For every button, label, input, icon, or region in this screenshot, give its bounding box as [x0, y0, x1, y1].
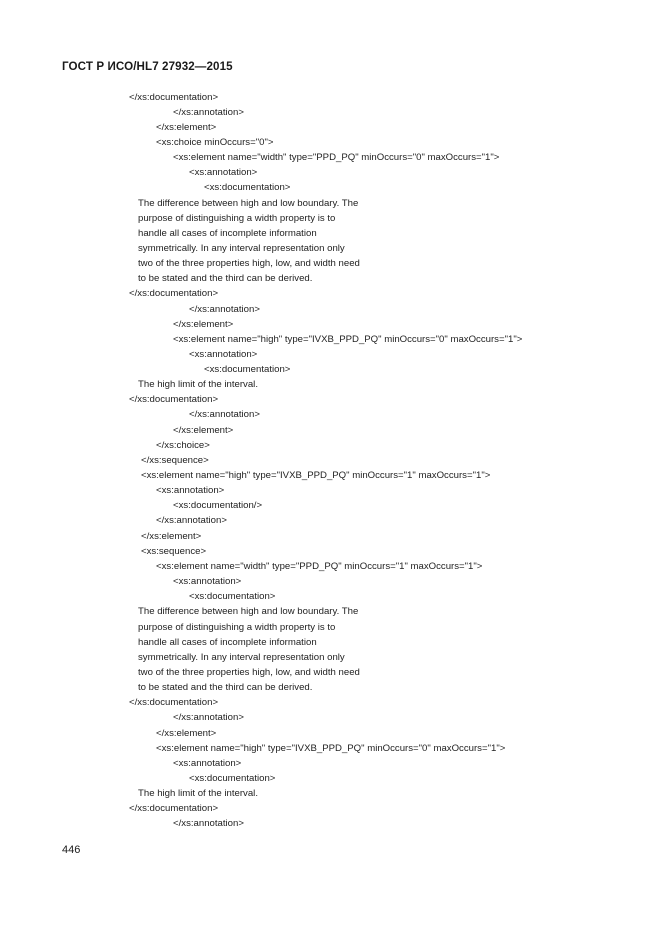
code-line: </xs:documentation>	[129, 288, 219, 299]
code-line: symmetrically. In any interval representation only	[138, 243, 345, 254]
code-line: two of the three properties high, low, and width need	[138, 667, 360, 678]
code-line: handle all cases of incomplete information	[138, 228, 317, 239]
code-line: to be stated and the third can be derived.	[138, 682, 313, 693]
code-line: </xs:element>	[141, 531, 202, 542]
code-line: <xs:annotation>	[173, 758, 242, 769]
code-line: <xs:annotation>	[189, 167, 258, 178]
code-line: </xs:annotation>	[173, 712, 244, 723]
code-line: </xs:documentation>	[129, 803, 219, 814]
code-line: </xs:annotation>	[189, 409, 260, 420]
code-line: </xs:documentation>	[129, 92, 219, 103]
code-line: purpose of distinguishing a width property is to	[138, 213, 336, 224]
code-line: </xs:element>	[173, 425, 234, 436]
code-line: <xs:documentation>	[189, 591, 276, 602]
code-line: </xs:element>	[156, 728, 217, 739]
code-line: </xs:annotation>	[156, 515, 227, 526]
code-line: <xs:annotation>	[173, 576, 242, 587]
code-line: <xs:element name="high" type="IVXB_PPD_PQ" minOccurs="0" maxOccurs="1">	[156, 743, 506, 754]
code-line: </xs:annotation>	[189, 304, 260, 315]
code-line: </xs:documentation>	[129, 394, 219, 405]
code-line: <xs:element name="high" type="IVXB_PPD_PQ" minOccurs="1" maxOccurs="1">	[141, 470, 491, 481]
code-line: <xs:documentation>	[204, 364, 291, 375]
code-line: The high limit of the interval.	[138, 788, 258, 799]
code-line: <xs:annotation>	[189, 349, 258, 360]
code-line: </xs:element>	[156, 122, 217, 133]
code-line: <xs:documentation>	[204, 182, 291, 193]
code-line: <xs:element name="width" type="PPD_PQ" minOccurs="0" maxOccurs="1">	[173, 152, 500, 163]
code-line: </xs:sequence>	[141, 455, 209, 466]
code-line: purpose of distinguishing a width property is to	[138, 622, 336, 633]
code-line: symmetrically. In any interval representation only	[138, 652, 345, 663]
code-line: <xs:documentation/>	[173, 500, 263, 511]
code-line: <xs:choice minOccurs="0">	[156, 137, 274, 148]
code-line: </xs:annotation>	[173, 107, 244, 118]
code-line: to be stated and the third can be derived.	[138, 273, 313, 284]
code-line: </xs:element>	[173, 319, 234, 330]
code-line: The difference between high and low boundary. The	[138, 198, 359, 209]
code-line: two of the three properties high, low, and width need	[138, 258, 360, 269]
code-line: <xs:sequence>	[141, 546, 207, 557]
code-line: <xs:element name="width" type="PPD_PQ" minOccurs="1" maxOccurs="1">	[156, 561, 483, 572]
code-line: </xs:choice>	[156, 440, 210, 451]
code-line: <xs:annotation>	[156, 485, 225, 496]
code-line: The difference between high and low boundary. The	[138, 606, 359, 617]
page-header: ГОСТ Р ИСО/HL7 27932—2015	[62, 60, 233, 73]
code-line: <xs:element name="high" type="IVXB_PPD_PQ" minOccurs="0" maxOccurs="1">	[173, 334, 523, 345]
page-number: 446	[62, 844, 81, 856]
code-line: The high limit of the interval.	[138, 379, 258, 390]
code-line: </xs:documentation>	[129, 697, 219, 708]
code-line: </xs:annotation>	[173, 818, 244, 829]
code-line: <xs:documentation>	[189, 773, 276, 784]
code-line: handle all cases of incomplete information	[138, 637, 317, 648]
